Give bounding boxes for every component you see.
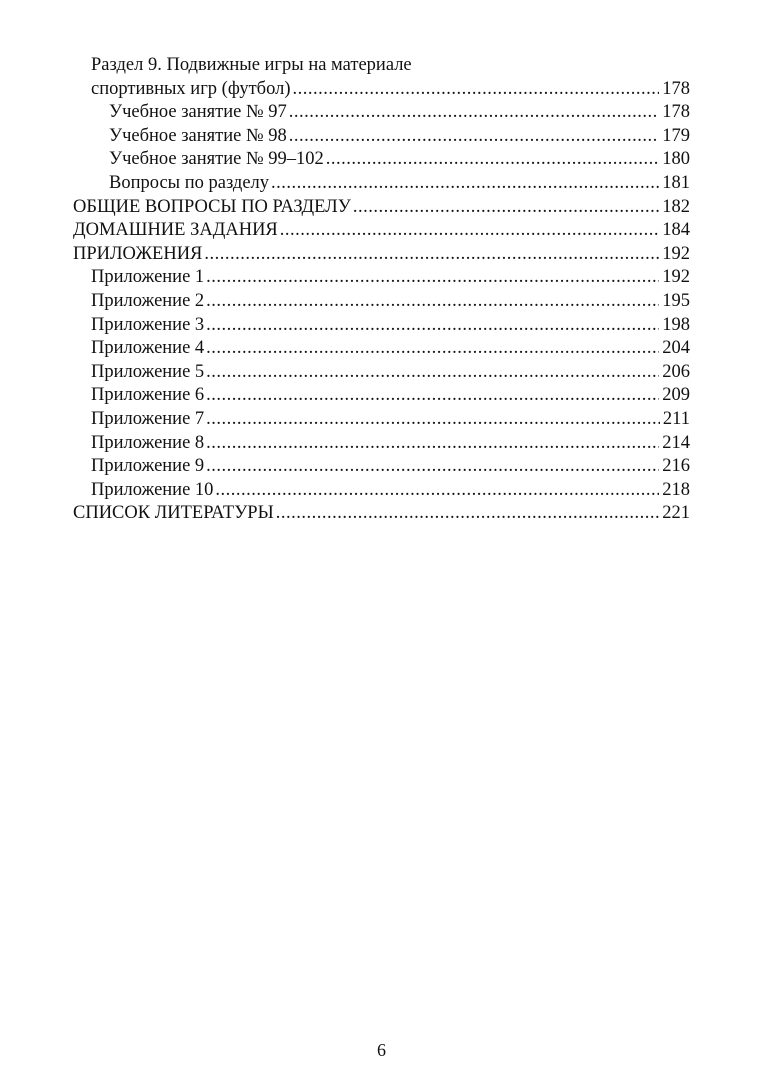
toc-entry-title: ОБЩИЕ ВОПРОСЫ ПО РАЗДЕЛУ xyxy=(73,196,351,217)
toc-entry xyxy=(73,455,690,479)
toc-entry-page: 211 xyxy=(662,408,690,429)
toc-entry-title: СПИСОК ЛИТЕРАТУРЫ xyxy=(73,503,274,524)
toc-entry-page: 221 xyxy=(662,503,690,524)
toc-entry-title: Приложение 3 xyxy=(91,314,205,335)
toc-entry-page: 209 xyxy=(662,385,690,406)
dot-leader xyxy=(289,101,659,125)
toc-section-heading xyxy=(73,54,690,78)
toc-entry-page: 192 xyxy=(662,243,690,264)
toc-entry xyxy=(73,125,690,149)
toc-entry xyxy=(73,479,690,503)
dot-leader xyxy=(206,432,659,456)
toc-entry-page: 214 xyxy=(662,432,690,453)
table-of-contents xyxy=(73,54,690,526)
toc-entry-title: Приложение 5 xyxy=(91,361,205,382)
toc-entry xyxy=(73,314,690,338)
toc-entry-page: 181 xyxy=(662,172,690,193)
toc-entry-page: 179 xyxy=(662,125,690,146)
toc-entry xyxy=(73,243,690,267)
dot-leader xyxy=(206,266,659,290)
toc-entry xyxy=(73,432,690,456)
toc-entry-title: Приложение 10 xyxy=(91,479,214,500)
toc-entry xyxy=(73,384,690,408)
dot-leader xyxy=(353,196,659,220)
toc-entry-title: Приложение 9 xyxy=(91,456,205,477)
toc-section-heading-text: Раздел 9. Подвижные игры на материале xyxy=(91,55,412,75)
dot-leader xyxy=(293,78,660,102)
dot-leader xyxy=(206,384,659,408)
toc-entry-page: 178 xyxy=(662,78,690,99)
toc-entry-page: 192 xyxy=(662,267,690,288)
toc-entry-page: 216 xyxy=(662,456,690,477)
toc-entry-title: Учебное занятие № 98 xyxy=(109,125,287,146)
toc-entry xyxy=(73,361,690,385)
dot-leader xyxy=(206,290,659,314)
toc-entry-page: 180 xyxy=(662,149,690,170)
toc-entry xyxy=(73,101,690,125)
toc-entry-page: 195 xyxy=(662,290,690,311)
toc-entry xyxy=(73,148,690,172)
dot-leader xyxy=(280,219,659,243)
toc-entry xyxy=(73,196,690,220)
dot-leader xyxy=(271,172,659,196)
toc-entry-page: 218 xyxy=(662,479,690,500)
dot-leader xyxy=(276,502,660,526)
toc-entry-title: Приложение 4 xyxy=(91,338,205,359)
toc-entry-title: ПРИЛОЖЕНИЯ xyxy=(73,243,203,264)
toc-entry-title: Приложение 7 xyxy=(91,408,205,429)
dot-leader xyxy=(289,125,659,149)
toc-entry-title: спортивных игр (футбол) xyxy=(91,78,291,99)
dot-leader xyxy=(326,148,659,172)
toc-entry xyxy=(73,502,690,526)
page-number: 6 xyxy=(377,1040,386,1060)
dot-leader xyxy=(206,337,659,361)
toc-entry-title: ДОМАШНИЕ ЗАДАНИЯ xyxy=(73,220,278,241)
dot-leader xyxy=(206,408,660,432)
dot-leader xyxy=(206,361,659,385)
toc-entry-title: Вопросы по разделу xyxy=(109,172,270,193)
toc-entry-page: 178 xyxy=(662,102,690,123)
toc-entry xyxy=(73,78,690,102)
toc-entry-page: 184 xyxy=(662,220,690,241)
dot-leader xyxy=(206,314,659,338)
toc-entry-title: Приложение 2 xyxy=(91,290,205,311)
toc-entry-page: 198 xyxy=(662,314,690,335)
toc-entry-title: Учебное занятие № 97 xyxy=(109,102,287,123)
toc-entry xyxy=(73,290,690,314)
dot-leader xyxy=(206,455,659,479)
toc-entry xyxy=(73,408,690,432)
dot-leader xyxy=(204,243,659,267)
toc-entry xyxy=(73,219,690,243)
toc-entry-page: 204 xyxy=(662,338,690,359)
toc-entry xyxy=(73,266,690,290)
toc-entry-title: Приложение 6 xyxy=(91,385,205,406)
toc-entry-title: Приложение 1 xyxy=(91,267,205,288)
toc-entry-title: Учебное занятие № 99–102 xyxy=(109,149,324,170)
toc-entry-page: 206 xyxy=(662,361,690,382)
toc-entry-page: 182 xyxy=(662,196,690,217)
toc-entry-title: Приложение 8 xyxy=(91,432,205,453)
dot-leader xyxy=(215,479,659,503)
toc-entry xyxy=(73,172,690,196)
toc-entry xyxy=(73,337,690,361)
